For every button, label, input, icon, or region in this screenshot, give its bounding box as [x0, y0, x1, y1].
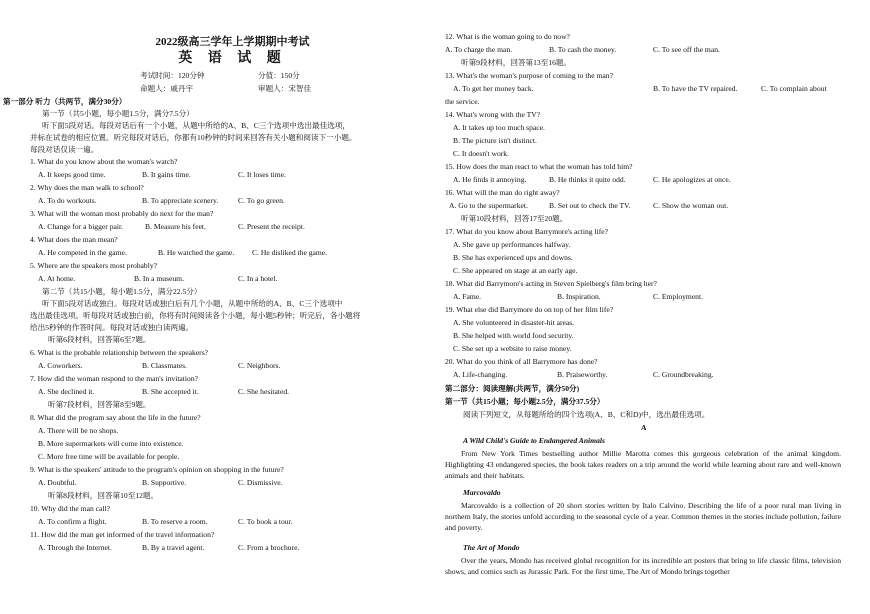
option-a[interactable]: A. Life-changing. [453, 370, 508, 379]
option-a[interactable]: A. She gave up performances halfway. [453, 240, 571, 249]
question-stem: 14. What's wrong with the TV? [445, 110, 541, 119]
listen-instruction: 听第8段材料，回答第10至12题。 [48, 491, 159, 500]
question-stem: 13. What's the woman's purpose of coming to the man? [445, 71, 613, 80]
option-c[interactable]: C. In a hotel. [238, 274, 278, 283]
question-stem: 15. How does the man react to what the woman has told him? [445, 162, 633, 171]
option-a[interactable]: A. To do workouts. [38, 196, 97, 205]
option-c[interactable]: C. He disliked the game. [252, 248, 328, 257]
question-stem: 7. How did the woman respond to the man's invitation? [30, 374, 198, 383]
option-b[interactable]: B. She has experienced ups and downs. [453, 253, 573, 262]
question-stem: 12. What is the woman going to do now? [445, 32, 570, 41]
option-c[interactable]: C. Employment. [653, 292, 703, 301]
passage-label: A [641, 423, 647, 432]
option-b[interactable]: B. She helped with world food security. [453, 331, 574, 340]
option-b[interactable]: B. By a travel agent. [142, 543, 205, 552]
question-stem: 3. What will the woman most probably do next for the man? [30, 209, 214, 218]
question-stem: 6. What is the probable relationship between the speakers? [30, 348, 209, 357]
option-c[interactable]: C. Dismissive. [238, 478, 283, 487]
book-title: Marcovaldo [463, 488, 501, 497]
option-a[interactable]: A. It takes up too much space. [453, 123, 545, 132]
option-b[interactable]: B. Inspiration. [557, 292, 601, 301]
option-c-continued: the service. [445, 97, 480, 106]
question-stem: 2. Why does the man walk to school? [30, 183, 144, 192]
option-a[interactable]: A. Fame. [453, 292, 482, 301]
option-c[interactable]: C. She appeared on stage at an early age. [453, 266, 578, 275]
question-stem: 19. What else did Barrymore do on top of her film life? [445, 305, 614, 314]
option-b[interactable]: B. To reserve a room. [142, 517, 208, 526]
part1-title: 第一部分 听力（共两节，满分30分） [3, 97, 127, 106]
part1-sec1-intro: 听下面5段对话。每段对话后有一个小题，从题中所给的A、B、C三个选项中选出最佳选项， [42, 121, 350, 130]
option-b[interactable]: B. Classmates. [142, 361, 187, 370]
question-stem: 10. Why did the man call? [30, 504, 110, 513]
exam-title: 2022级高三学年上学期期中考试 [155, 36, 310, 48]
option-c[interactable]: C. To book a tour. [238, 517, 293, 526]
question-stem: 4. What does the man mean? [30, 235, 118, 244]
question-stem: 18. What did Barrymore's acting in Steven Spielberg's film bring her? [445, 279, 657, 288]
question-stem: 5. Where are the speakers most probably? [30, 261, 158, 270]
option-b[interactable]: B. Supportive. [142, 478, 187, 487]
option-a[interactable]: A. Doubtful. [38, 478, 77, 487]
listen-instruction: 听第7段材料，回答第8至9题。 [48, 400, 151, 409]
option-c[interactable]: C. He apologizes at once. [653, 175, 731, 184]
option-a[interactable]: A. Through the Internet. [38, 543, 112, 552]
book-description: Marcovaldo is a collection of 20 short stories written by Italo Calvino. Describing the life of a poor rural man living in northern Italy, the stories unfold according to the seasonal cycle of a year. Common themes in the stories include pollution, failure and poverty. [445, 501, 841, 532]
option-a[interactable]: A. She volunteered in disaster-hit areas. [453, 318, 575, 327]
option-b[interactable]: B. He watched the game. [158, 248, 235, 257]
book-title: The Art of Mondo [463, 543, 520, 552]
option-b[interactable]: B. Set out to check the TV. [549, 201, 631, 210]
option-c[interactable]: C. To go green. [238, 196, 285, 205]
question-stem: 1. What do you know about the woman's watch? [30, 157, 178, 166]
question-stem: 16. What will the man do right away? [445, 188, 560, 197]
part1-sec2-intro: 给出5秒钟的作答时间。每段对话或独白读两遍。 [30, 323, 194, 332]
part1-sec2-intro: 选出最佳选项。听每段对话或独白前，你将有时间阅读各个小题，每小题5秒钟；听完后，各小题将 [30, 311, 361, 320]
exam-author: 命题人：戚丹宇 [140, 84, 194, 93]
question-stem: 20. What do you think of all Barrymore has done? [445, 357, 598, 366]
book-description: Over the years, Mondo has received global recognition for its incredible art posters that bring to life classic films, television shows, and comics such as Jurassic Park. For the first time, The Art of Mondo brings together [445, 556, 841, 576]
exam-reviewer: 审题人：宋智佳 [258, 84, 312, 93]
question-stem: 11. How did the man get informed of the travel information? [30, 530, 215, 539]
option-a[interactable]: A. At home. [38, 274, 76, 283]
option-c[interactable]: C. Present the receipt. [238, 222, 305, 231]
option-b[interactable]: B. The picture isn't distinct. [453, 136, 537, 145]
option-b[interactable]: B. More supermarkets will come into existence. [38, 439, 184, 448]
option-a[interactable]: A. To charge the man. [445, 45, 513, 54]
option-c[interactable]: C. From a brochure. [238, 543, 300, 552]
part2-title: 第二部分：阅读理解(共两节，满分50分) [445, 384, 580, 393]
part1-sec2-intro: 听下面5段对话或独白。每段对话或独白后有几个小题，从题中所给的A、B、C三个选项中 [42, 299, 343, 308]
option-a[interactable]: A. Coworkers. [38, 361, 83, 370]
listen-instruction: 听第9段材料，回答第13至16题。 [461, 58, 572, 67]
option-a[interactable]: A. To get her money back. [453, 84, 534, 93]
option-c[interactable]: C. To complain about [761, 84, 827, 93]
book-description: From New York Times bestselling author Millie Marotta comes this gorgeous celebration of the animal kingdom. Highlighting 43 endangered species, the book takes readers on a trip around the world while learning about rare and well-known animals and their habitats. [445, 449, 841, 480]
option-c[interactable]: C. More free time will be available for people. [38, 452, 180, 461]
question-stem: 8. What did the program say about the life in the future? [30, 413, 201, 422]
part1-sec1-intro: 并标在试卷的相应位置。听完每段对话后，你都有10秒钟的时间来回答有关小题和阅读下一小题。 [30, 133, 357, 142]
option-b[interactable]: B. To have the TV repaired. [653, 84, 738, 93]
part2-sec1-title: 第一节（共15小题；每小题2.5分，满分37.5分） [445, 397, 605, 406]
option-b[interactable]: B. To appreciate scenery. [142, 196, 219, 205]
part1-sec1-title: 第一节（共5小题，每小题1.5分，满分7.5分） [42, 109, 194, 118]
option-a[interactable]: A. There will be no shops. [38, 426, 119, 435]
option-c[interactable]: C. Show the woman out. [653, 201, 729, 210]
book-title: A Wild Child's Guide to Endangered Animals [463, 436, 605, 445]
option-c[interactable]: C. Neighbors. [238, 361, 281, 370]
option-b[interactable]: B. Praiseworthy. [557, 370, 608, 379]
exam-time: 考试时间：120分钟 [140, 71, 205, 80]
question-stem: 17. What do you know about Barrymore's acting life? [445, 227, 608, 236]
option-a[interactable]: A. Change for a bigger pair. [38, 222, 123, 231]
option-b[interactable]: B. In a museum. [134, 274, 184, 283]
option-b[interactable]: B. He thinks it quite odd. [549, 175, 626, 184]
option-a[interactable]: A. Go to the supermarket. [449, 201, 528, 210]
option-c[interactable]: C. She set up a website to raise money. [453, 344, 572, 353]
part1-sec1-intro: 每段对话仅读一遍。 [30, 145, 99, 154]
option-c[interactable]: C. It loses time. [238, 170, 286, 179]
option-c[interactable]: C. Groundbreaking. [653, 370, 714, 379]
option-a[interactable]: A. He finds it annoying. [453, 175, 527, 184]
option-c[interactable]: C. To see off the man. [653, 45, 720, 54]
option-b[interactable]: B. To cash the money. [549, 45, 617, 54]
option-c[interactable]: C. It doesn't work. [453, 149, 509, 158]
option-c[interactable]: C. She hesitated. [238, 387, 290, 396]
listen-instruction: 听第10段材料，回答17至20题。 [461, 214, 568, 223]
option-a[interactable]: A. She declined it. [38, 387, 95, 396]
exam-subject: 英 语 试 题 [178, 51, 287, 66]
option-a[interactable]: A. To confirm a flight. [38, 517, 107, 526]
part2-sec1-intro: 阅读下列短文，从每题所给的四个选项(A、B、C和D)中，选出最佳选项。 [463, 410, 710, 419]
option-b[interactable]: B. Measure his feet. [145, 222, 206, 231]
question-stem: 9. What is the speakers' attitude to the program's opinion on shopping in the future? [30, 465, 284, 474]
option-b[interactable]: B. It gains time. [142, 170, 191, 179]
option-a[interactable]: A. He competed in the game. [38, 248, 127, 257]
exam-score: 分值：150分 [258, 71, 300, 80]
option-a[interactable]: A. It keeps good time. [38, 170, 106, 179]
listen-instruction: 听第6段材料，回答第6至7题。 [48, 335, 151, 344]
option-b[interactable]: B. She accepted it. [142, 387, 199, 396]
part1-sec2-title: 第二节（共15小题，每小题1.5分，满分22.5分） [42, 287, 202, 296]
